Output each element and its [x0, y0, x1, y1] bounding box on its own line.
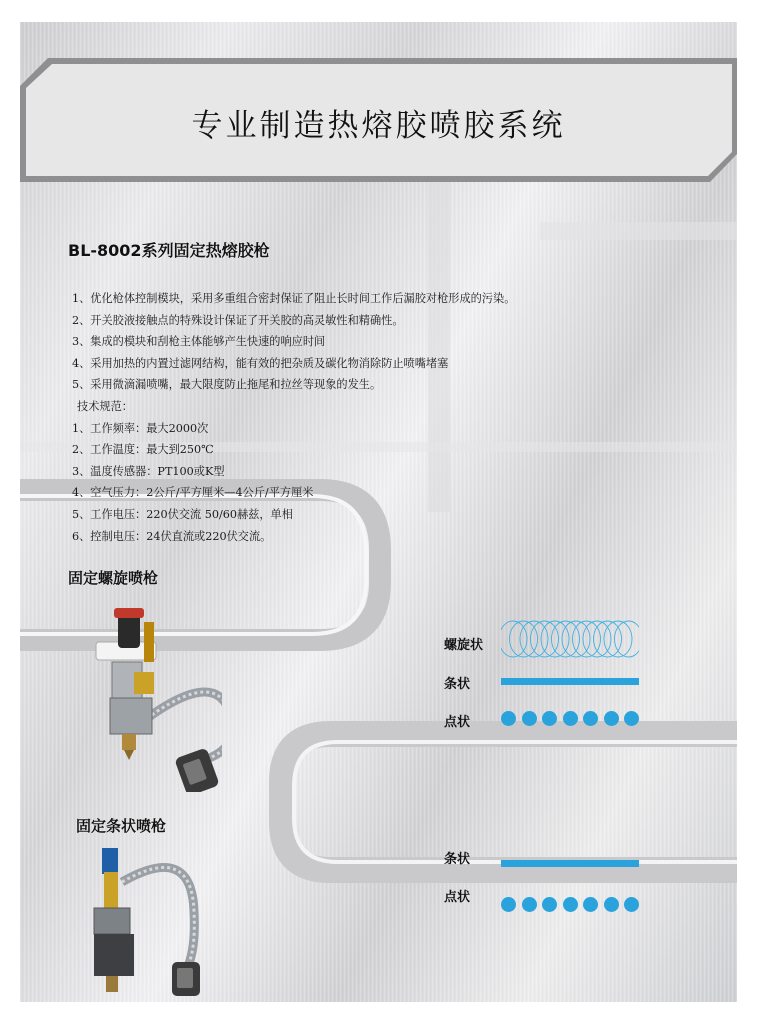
spiral-gun-heading: 固定螺旋喷枪 [68, 569, 159, 587]
glue-dot [624, 711, 639, 726]
glue-dot [522, 897, 537, 912]
strip-gun-image [82, 842, 212, 1002]
glue-dot [542, 711, 557, 726]
feature-item: 2、开关胶液接触点的特殊设计保证了开关胶的高灵敏性和精确性。 [72, 313, 404, 327]
glue-dot [542, 897, 557, 912]
feature-item: 4、采用加热的内置过滤网结构，能有效的把杂质及碳化物消除防止喷嘴堵塞 [72, 356, 449, 370]
dot-pattern-sample-1 [501, 711, 639, 726]
spec-item: 4、空气压力：2公斤/平方厘米—4公斤/平方厘米 [72, 486, 314, 500]
spiral-pattern-label: 螺旋状 [444, 638, 484, 653]
spec-heading: 技术规范： [77, 399, 133, 413]
strip-pattern-sample-2 [501, 860, 639, 867]
glue-dot [563, 711, 578, 726]
series-heading: BL-8002系列固定热熔胶枪 [68, 241, 270, 260]
glue-dot [604, 897, 619, 912]
spec-item: 3、温度传感器：PT100或K型 [72, 464, 225, 478]
feature-item: 5、采用微滴漏喷嘴，最大限度防止拖尾和拉丝等现象的发生。 [72, 378, 382, 392]
strip-pattern-sample-1 [501, 678, 639, 685]
dot-pattern-sample-2 [501, 897, 639, 912]
spec-item: 1、工作频率：最大2000次 [72, 421, 209, 435]
glue-dot [522, 711, 537, 726]
glue-dot [501, 711, 516, 726]
glue-dot [563, 897, 578, 912]
glue-dot [583, 897, 598, 912]
glue-dot [624, 897, 639, 912]
spiral-loop [615, 621, 640, 657]
glue-dot [583, 711, 598, 726]
feature-item: 1、优化枪体控制模块，采用多重组合密封保证了阻止长时间工作后漏胶对枪形成的污染。 [72, 292, 516, 305]
glue-dot [604, 711, 619, 726]
spec-item: 6、控制电压：24伏直流或220伏交流。 [72, 529, 272, 543]
glue-dot [501, 897, 516, 912]
brochure-page [20, 22, 737, 1002]
spec-item: 5、工作电压：220伏交流 50/60赫兹，单相 [72, 507, 293, 521]
feature-item: 3、集成的模块和刮枪主体能够产生快速的响应时间 [72, 335, 326, 349]
spiral-gun-image [72, 602, 222, 792]
dot-pattern-label-2: 点状 [444, 890, 471, 905]
feature-spec-list [72, 288, 515, 547]
strip-gun-heading: 固定条状喷枪 [76, 817, 167, 835]
spec-item: 2、工作温度：最大到250℃ [72, 443, 214, 457]
spiral-pattern-sample [501, 618, 639, 660]
strip-pattern-label-1: 条状 [444, 677, 471, 692]
page-title: 专业制造热熔胶喷胶系统 [191, 108, 566, 144]
dot-pattern-label-1: 点状 [444, 715, 471, 730]
strip-pattern-label-2: 条状 [444, 852, 471, 867]
